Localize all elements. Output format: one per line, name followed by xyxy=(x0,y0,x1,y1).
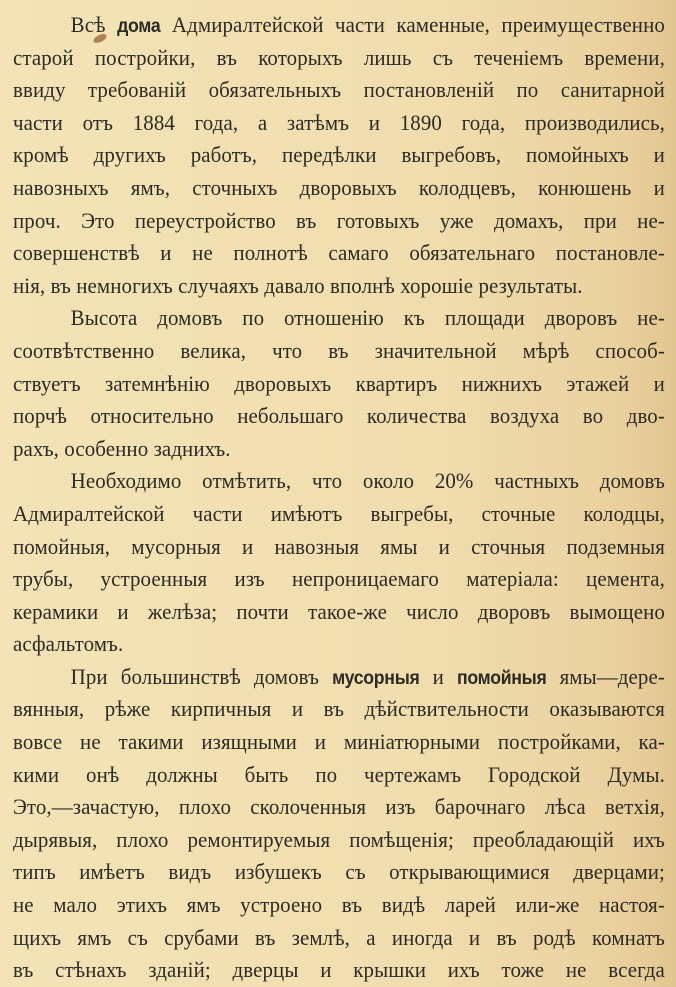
text-run: въ стѣнахъ зданій; дверцы и крышки ихъ тоже не всегда xyxy=(13,957,665,983)
text-line xyxy=(13,596,665,629)
text-run: ввиду требованій обязательныхъ постановленій по санитарной xyxy=(13,77,665,103)
document-page xyxy=(13,9,665,987)
text-line xyxy=(13,433,665,466)
paragraph xyxy=(13,465,665,661)
text-line xyxy=(13,791,665,824)
text-line xyxy=(13,335,665,368)
text-run: рахъ, особенно заднихъ. xyxy=(13,435,231,461)
text-line xyxy=(13,628,665,661)
text-line xyxy=(13,498,665,531)
text-run: старой постройки, въ которыхъ лишь съ теченіемъ времени, xyxy=(13,44,665,70)
text-run: навозныхъ ямъ, сточныхъ дворовыхъ колодцевъ, конюшень и xyxy=(13,174,665,200)
text-run: кими онѣ должны быть по чертежамъ Городской Думы. xyxy=(13,761,665,787)
text-run: асфальтомъ. xyxy=(13,631,124,657)
bold-term: дома xyxy=(117,16,161,37)
text-line xyxy=(13,954,665,987)
text-line xyxy=(13,726,665,759)
bold-term: помойныя xyxy=(456,667,547,689)
text-line xyxy=(13,531,665,564)
text-run: Адмиралтейской части каменные, преимущественно xyxy=(160,12,665,37)
text-line xyxy=(13,563,665,596)
text-run: Всѣ xyxy=(70,12,118,37)
text-run: При большинствѣ домовъ xyxy=(70,663,333,689)
text-run: вовсе не такими изящными и миніатюрными постройками, ка- xyxy=(13,729,665,755)
text-line xyxy=(13,922,665,955)
text-run: нія, въ немногихъ случаяхъ давало вполнѣ хорошіе результаты. xyxy=(13,272,583,298)
text-run: Необходимо отмѣтить, что около 20% частныхъ домовъ xyxy=(70,468,665,494)
text-run: совершенствѣ и не полнотѣ самаго обязательнаго постановле- xyxy=(13,240,665,266)
text-line xyxy=(13,824,665,857)
text-run: соотвѣтственно велика, что въ значительной мѣрѣ способ- xyxy=(13,337,665,363)
text-line xyxy=(13,42,665,75)
text-run: и xyxy=(419,663,457,689)
text-line xyxy=(13,302,665,335)
text-run: порчѣ относительно небольшаго количества воздуха во дво- xyxy=(13,403,665,429)
text-line xyxy=(13,889,665,922)
text-line xyxy=(13,661,665,694)
text-run: помойныя, мусорныя и навозныя ямы и сточныя подземныя xyxy=(13,533,665,559)
text-line xyxy=(13,759,665,792)
text-line xyxy=(13,237,665,270)
text-run: типъ имѣетъ видъ избушекъ съ открывающимися дверцами; xyxy=(13,859,665,885)
text-run: ямы—дере- xyxy=(546,663,665,689)
text-run: ствуетъ затемнѣнію дворовыхъ квартиръ нижнихъ этажей и xyxy=(13,370,665,396)
text-run: кромѣ другихъ работъ, передѣлки выгребовъ, помойныхъ и xyxy=(13,142,665,168)
text-run: дырявыя, плохо ремонтируемыя помѣщенія; преобладающій ихъ xyxy=(13,826,665,852)
text-run: трубы, устроенныя изъ непроницаемаго матеріала: цемента, xyxy=(13,566,665,592)
text-run: проч. Это переустройство въ готовыхъ уже домахъ, при не- xyxy=(13,207,665,233)
text-run: керамики и желѣза; почти такое-же число дворовъ вымощено xyxy=(13,598,665,624)
text-run: части отъ 1884 года, а затѣмъ и 1890 года, производились, xyxy=(13,109,665,135)
text-line xyxy=(13,270,665,303)
text-line xyxy=(13,9,665,42)
text-line xyxy=(13,693,665,726)
text-line xyxy=(13,107,665,140)
text-run: вянныя, рѣже кирпичныя и въ дѣйствительности оказываются xyxy=(13,696,665,722)
bold-term: мусорныя xyxy=(332,667,420,689)
text-run: Это,—зачастую, плохо сколоченныя изъ барочнаго лѣса ветхія, xyxy=(13,794,665,820)
text-run: щихъ ямъ съ срубами въ землѣ, а иногда и въ родѣ комнатъ xyxy=(13,924,665,950)
text-line xyxy=(13,205,665,238)
text-line xyxy=(13,172,665,205)
text-run: Адмиралтейской части имѣютъ выгребы, сточные колодцы, xyxy=(13,500,665,526)
paragraph xyxy=(13,661,665,987)
text-run: не мало этихъ ямъ устроено въ видѣ ларей или-же настоя- xyxy=(13,892,665,918)
paragraph xyxy=(13,302,665,465)
text-line xyxy=(13,74,665,107)
text-run: Высота домовъ по отношенію къ площади дворовъ не- xyxy=(70,305,665,331)
paragraph xyxy=(13,9,665,302)
text-line xyxy=(13,465,665,498)
text-line xyxy=(13,368,665,401)
text-line xyxy=(13,139,665,172)
text-line xyxy=(13,400,665,433)
text-line xyxy=(13,856,665,889)
